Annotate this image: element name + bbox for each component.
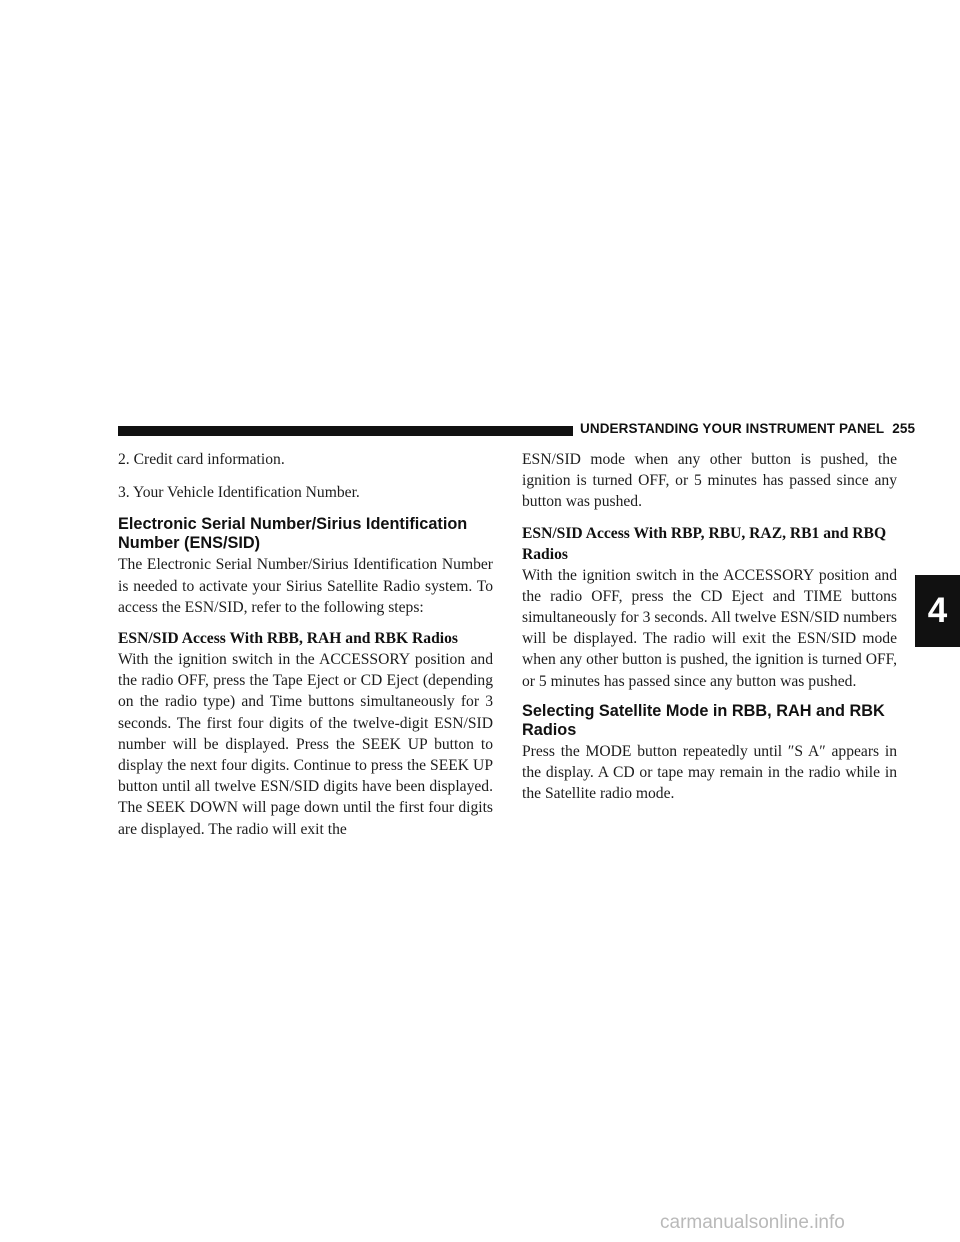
paragraph-rbb-access: With the ignition switch in the ACCESSORY position and the radio OFF, press the Tape Eject or CD Eject (depending on the radio type) and Time buttons simultaneously for 3 seconds. The first four digits of the twelve-digit ESN/SID number will be displayed. Press the SEEK UP button to display the next four digits. Continue to press the SEEK UP button until all twelve ESN/SID digits have been displayed. The SEEK DOWN will page down until the first four digits are displayed. The radio will exit the (118, 651, 493, 838)
list-item: 2. Credit card information. (118, 451, 285, 468)
list-item: 3. Your Vehicle Identification Number. (118, 484, 360, 502)
paragraph-satellite-mode: Press the MODE button repeatedly until ″S A″ appears in the display. A CD or tape may remain in the radio while in the Satellite radio mode. (522, 742, 897, 803)
paragraph-rbp-access: With the ignition switch in the ACCESSORY position and the radio OFF, press the CD Eject and TIME buttons simultaneously for 3 seconds. All twelve ESN/SID numbers will be displayed. The radio will exit the ESN/SID mode when any other button is pushed, the ignition is turned OFF, or 5 minutes has passed since any button was pushed. (522, 566, 897, 690)
header-title: UNDERSTANDING YOUR INSTRUMENT PANEL (580, 421, 885, 436)
right-column (522, 449, 897, 814)
page-number: 255 (892, 421, 916, 436)
section-heading-esn: Electronic Serial Number/Sirius Identification Number (ENS/SID) (118, 515, 468, 553)
paragraph-continued: ESN/SID mode when any other button is pushed, the ignition is turned OFF, or 5 minutes has passed since any button was pushed. (522, 451, 897, 511)
subheading-rbp-radios: ESN/SID Access With RBP, RBU, RAZ, RB1 and RBQ Radios (522, 524, 887, 563)
left-column (118, 449, 493, 850)
paragraph-esn-intro: The Electronic Serial Number/Sirius Identification Number is needed to activate your Sirius Satellite Radio system. To access the ESN/SID, refer to the following steps: (118, 556, 493, 616)
chapter-tab: 4 (915, 575, 960, 647)
running-header (580, 421, 915, 436)
subheading-rbb-radios: ESN/SID Access With RBB, RAH and RBK Radios (118, 630, 458, 648)
section-heading-satellite-mode: Selecting Satellite Mode in RBB, RAH and RBK Radios (522, 701, 885, 739)
watermark: carmanualsonline.info (660, 1212, 845, 1233)
header-rule (118, 426, 573, 436)
